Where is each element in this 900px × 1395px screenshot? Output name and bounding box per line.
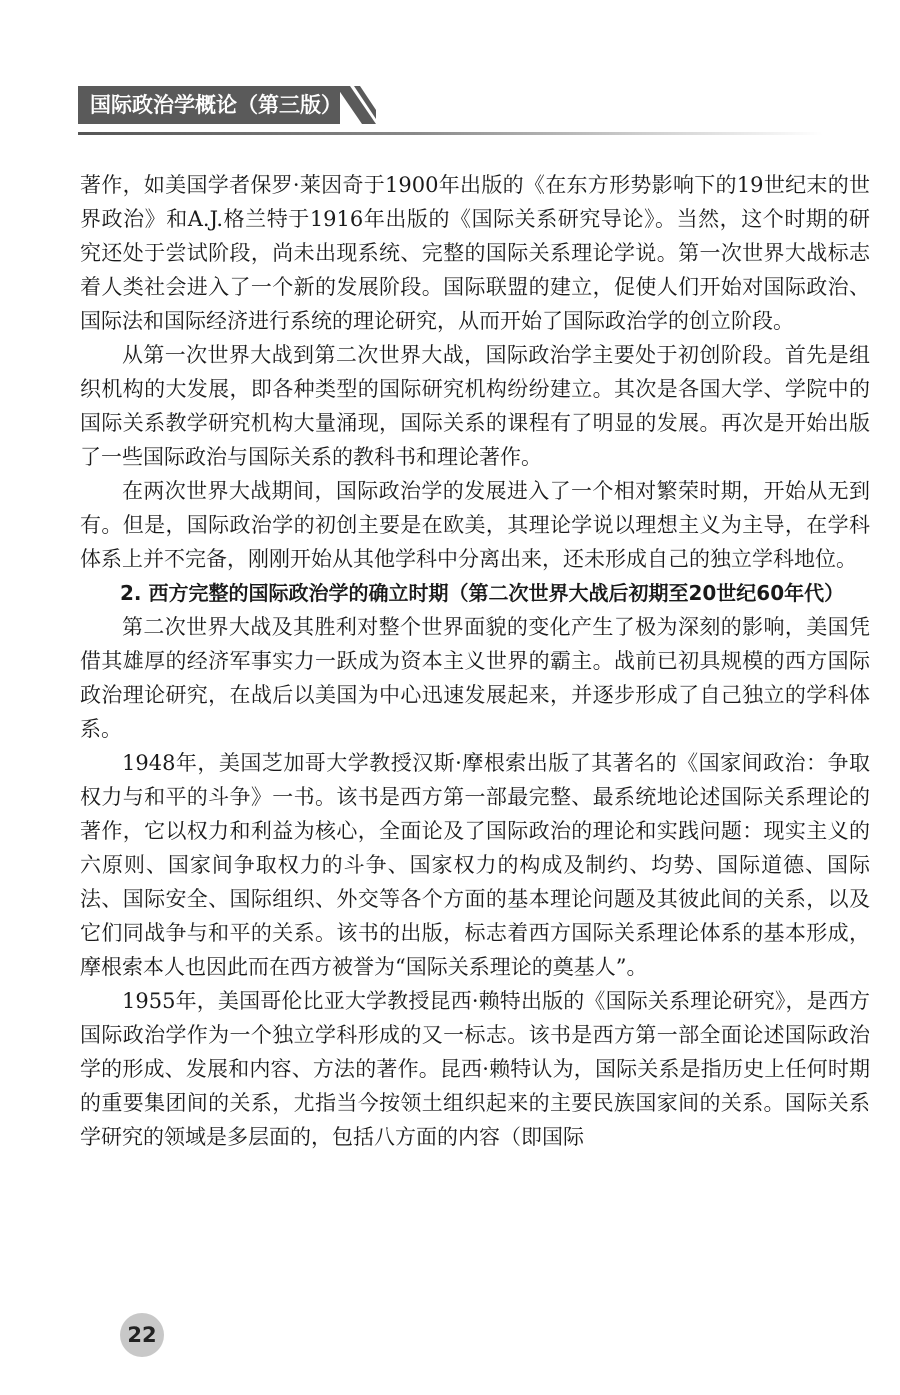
header-rule — [78, 132, 823, 135]
page-number: 22 — [120, 1313, 164, 1357]
header-stripe-decoration — [336, 86, 376, 124]
paragraph: 1955年，美国哥伦比亚大学教授昆西·赖特出版的《国际关系理论研究》，是西方国际政治学作为一个独立学科形成的又一标志。该书是西方第一部全面论述国际政治学的形成、发展和内容、方法的著作。昆西·赖特认为，国际关系是指历史上任何时期的重要集团间的关系，尤指当今按领土组织起来的主要民族国家间的关系。国际关系学研究的领域是多层面的，包括八方面的内容（即国际 — [80, 989, 870, 1149]
paragraph: 第二次世界大战及其胜利对整个世界面貌的变化产生了极为深刻的影响，美国凭借其雄厚的经济军事实力一跃成为资本主义世界的霸主。战前已初具规模的西方国际政治理论研究，在战后以美国为中心迅速发展起来，并逐步形成了自己独立的学科体系。 — [80, 615, 870, 741]
paragraph: 1948年，美国芝加哥大学教授汉斯·摩根索出版了其著名的《国家间政治：争取权力与和平的斗争》一书。该书是西方第一部最完整、最系统地论述国际关系理论的著作，它以权力和利益为核心，全面论及了国际政治的理论和实践问题：现实主义的六原则、国家间争取权力的斗争、国家权力的构成及制约、均势、国际道德、国际法、国际安全、国际组织、外交等各个方面的基本理论问题及其彼此间的关系，以及它们同战争与和平的关系。该书的出版，标志着西方国际关系理论体系的基本形成，摩根索本人也因此而在西方被誉为“国际关系理论的奠基人”。 — [80, 751, 870, 979]
paragraph: 从第一次世界大战到第二次世界大战，国际政治学主要处于初创阶段。首先是组织机构的大发展，即各种类型的国际研究机构纷纷建立。其次是各国大学、学院中的国际关系教学研究机构大量涌现，国际关系的课程有了明显的发展。再次是开始出版了一些国际政治与国际关系的教科书和理论著作。 — [80, 343, 870, 469]
paragraph: 著作，如美国学者保罗·莱因奇于1900年出版的《在东方形势影响下的19世纪末的世界政治》和A.J.格兰特于1916年出版的《国际关系研究导论》。当然，这个时期的研究还处于尝试阶段，尚未出现系统、完整的国际关系理论学说。第一次世界大战标志着人类社会进入了一个新的发展阶段。国际联盟的建立，促使人们开始对国际政治、国际法和国际经济进行系统的理论研究，从而开始了国际政治学的创立阶段。 — [80, 173, 870, 333]
body-text — [80, 168, 870, 1154]
section-heading: 2. 西方完整的国际政治学的确立时期（第二次世界大战后初期至20世纪60年代） — [120, 581, 845, 605]
running-header — [78, 86, 408, 128]
book-title: 国际政治学概论（第三版） — [78, 86, 340, 124]
paragraph: 在两次世界大战期间，国际政治学的发展进入了一个相对繁荣时期，开始从无到有。但是，国际政治学的初创主要是在欧美，其理论学说以理想主义为主导，在学科体系上并不完备，刚刚开始从其他学科中分离出来，还未形成自己的独立学科地位。 — [80, 479, 870, 571]
